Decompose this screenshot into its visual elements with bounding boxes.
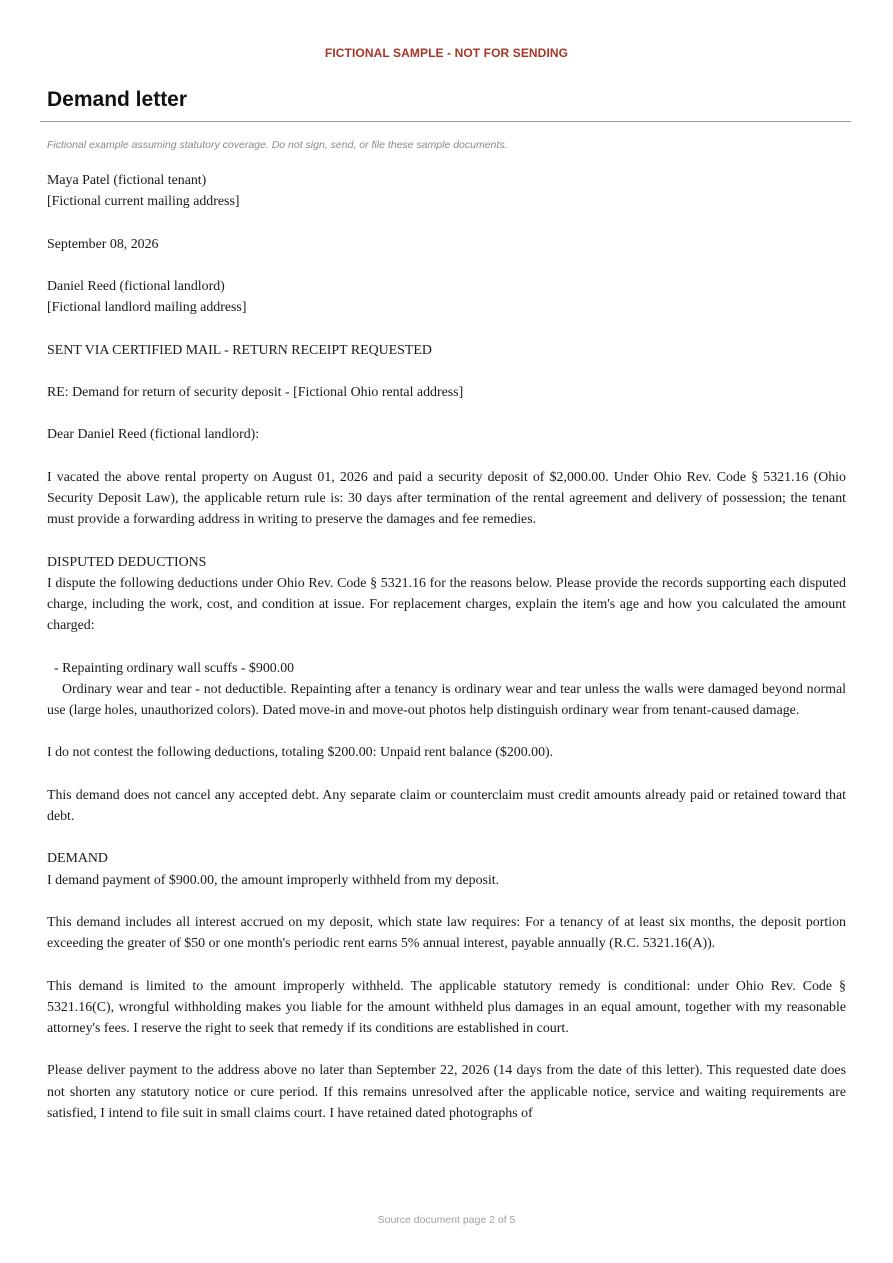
disputed-item-reason: Ordinary wear and tear - not deductible. Repainting after a tenancy is ordinary wear and tear unless the walls were damaged beyond normal use (large holes, unauthorized colors). Dated move-in and move-out photos help distinguish ordinary wear from tenant-caused damage. bbox=[47, 681, 846, 718]
title-divider bbox=[40, 121, 851, 122]
page-footer: Source document page 2 of 5 bbox=[377, 1214, 516, 1226]
demand-section bbox=[47, 848, 846, 890]
demand-heading: DEMAND bbox=[47, 851, 108, 867]
sender-block bbox=[47, 170, 846, 212]
sample-banner: FICTIONAL SAMPLE - NOT FOR SENDING bbox=[324, 46, 569, 60]
sender-address: [Fictional current mailing address] bbox=[47, 194, 240, 210]
debt-paragraph: This demand does not cancel any accepted debt. Any separate claim or counterclaim must credit amounts already paid or retained toward that debt. bbox=[47, 787, 846, 824]
disputed-text: I dispute the following deductions under Ohio Rev. Code § 5321.16 for the reasons below. Please provide the records supporting each disputed charge, including the work, cost, and condition at issue. For replacement charges, explain the item's age and how you calculated the amount charged: bbox=[47, 575, 846, 634]
recipient-name: Daniel Reed (fictional landlord) bbox=[47, 278, 225, 294]
subject-line: RE: Demand for return of security deposit - [Fictional Ohio rental address] bbox=[47, 384, 464, 400]
recipient-block bbox=[47, 276, 846, 318]
sender-name: Maya Patel (fictional tenant) bbox=[47, 173, 207, 188]
page-title: Demand letter bbox=[47, 88, 188, 111]
disputed-item bbox=[47, 658, 846, 722]
interest-paragraph: This demand includes all interest accrued on my deposit, which state law requires: For a tenancy of at least six months, the deposit portion exceeding the greater of $50 or one month's periodic rent earns 5% annual interest, payable annually (R.C. 5321.16(A)). bbox=[47, 914, 846, 952]
delivery-method: SENT VIA CERTIFIED MAIL - RETURN RECEIPT REQUESTED bbox=[47, 342, 432, 358]
remedy-paragraph: This demand is limited to the amount improperly withheld. The applicable statutory remedy is conditional: under Ohio Rev. Code § 5321.16(C), wrongful withholding makes you liable for the amount withheld plus damages in an equal amount, together with my reasonable attorney's fees. I reserve the right to seek that remedy if its conditions are established in court. bbox=[47, 978, 846, 1036]
uncontested-paragraph: I do not contest the following deductions, totaling $200.00: Unpaid rent balance ($200.00). bbox=[47, 745, 554, 761]
disclaimer-note: Fictional example assuming statutory coverage. Do not sign, send, or file these sample documents. bbox=[47, 139, 508, 151]
letter-date: September 08, 2026 bbox=[47, 236, 159, 252]
intro-paragraph: I vacated the above rental property on August 01, 2026 and paid a security deposit of $2,000.00. Under Ohio Rev. Code § 5321.16 (Ohio Security Deposit Law), the applicable return rule is: 30 days after termination of the rental agreement and delivery of possession; the tenant must provide a forwarding address in writing to preserve the damages and fee remedies. bbox=[47, 469, 846, 528]
recipient-address: [Fictional landlord mailing address] bbox=[47, 300, 247, 316]
payment-paragraph: Please deliver payment to the address above no later than September 22, 2026 (14 days from the date of this letter). This requested date does not shorten any statutory notice or cure period. If this remains unresolved after the applicable notice, service and waiting requirements are satisfied, I intend to file suit in small claims court. I have retained dated photographs of bbox=[47, 1063, 846, 1121]
disputed-item-title: - Repainting ordinary wall scuffs - $900.00 bbox=[54, 660, 295, 676]
disputed-section bbox=[47, 552, 846, 637]
salutation: Dear Daniel Reed (fictional landlord): bbox=[47, 427, 260, 443]
letter-body bbox=[47, 170, 846, 1145]
demand-text: I demand payment of $900.00, the amount improperly withheld from my deposit. bbox=[47, 872, 500, 888]
disputed-heading: DISPUTED DEDUCTIONS bbox=[47, 554, 207, 570]
